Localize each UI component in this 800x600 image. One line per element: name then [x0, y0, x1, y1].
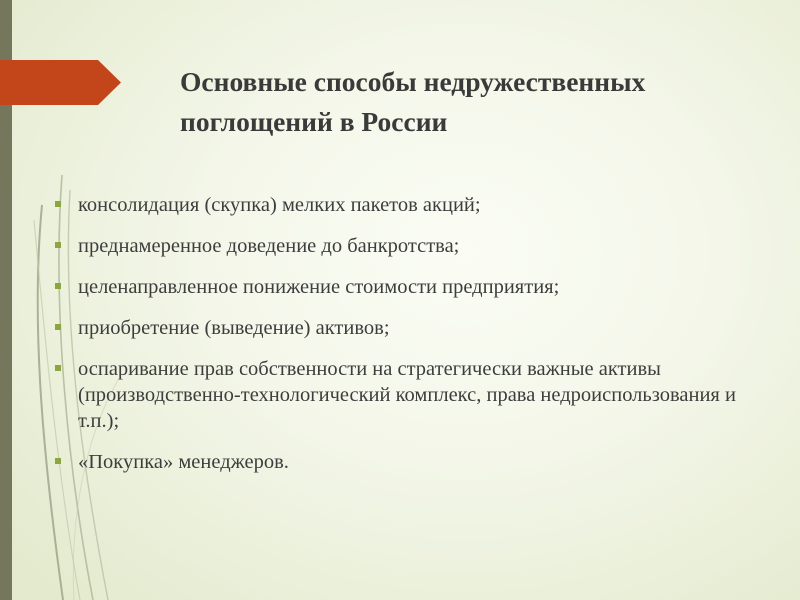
- list-item-text: оспаривание прав собственности на стратегически важные активы (производственно-технологический комплекс, права недроиспользования и т.п.);: [78, 358, 736, 432]
- list-item-text: приобретение (выведение) активов;: [78, 317, 390, 339]
- bullet-list: [52, 192, 752, 490]
- square-bullet-icon: [55, 201, 61, 207]
- list-item-text: консолидация (скупка) мелких пакетов акций;: [78, 194, 481, 216]
- list-item: [52, 192, 752, 218]
- square-bullet-icon: [55, 365, 61, 371]
- square-bullet-icon: [55, 324, 61, 330]
- title-arrow-shape: [0, 60, 121, 105]
- list-item: [52, 315, 752, 341]
- list-item: [52, 274, 752, 300]
- square-bullet-icon: [55, 283, 61, 289]
- square-bullet-icon: [55, 458, 61, 464]
- list-item-text: преднамеренное доведение до банкротства;: [78, 235, 460, 257]
- list-item-text: целенаправленное понижение стоимости предприятия;: [78, 276, 560, 298]
- list-item: [52, 233, 752, 259]
- list-item-text: «Покупка» менеджеров.: [78, 451, 289, 473]
- square-bullet-icon: [55, 242, 61, 248]
- list-item: [52, 356, 752, 434]
- list-item: [52, 449, 752, 475]
- slide-title: Основные способы недружественных поглощений в России: [180, 66, 646, 137]
